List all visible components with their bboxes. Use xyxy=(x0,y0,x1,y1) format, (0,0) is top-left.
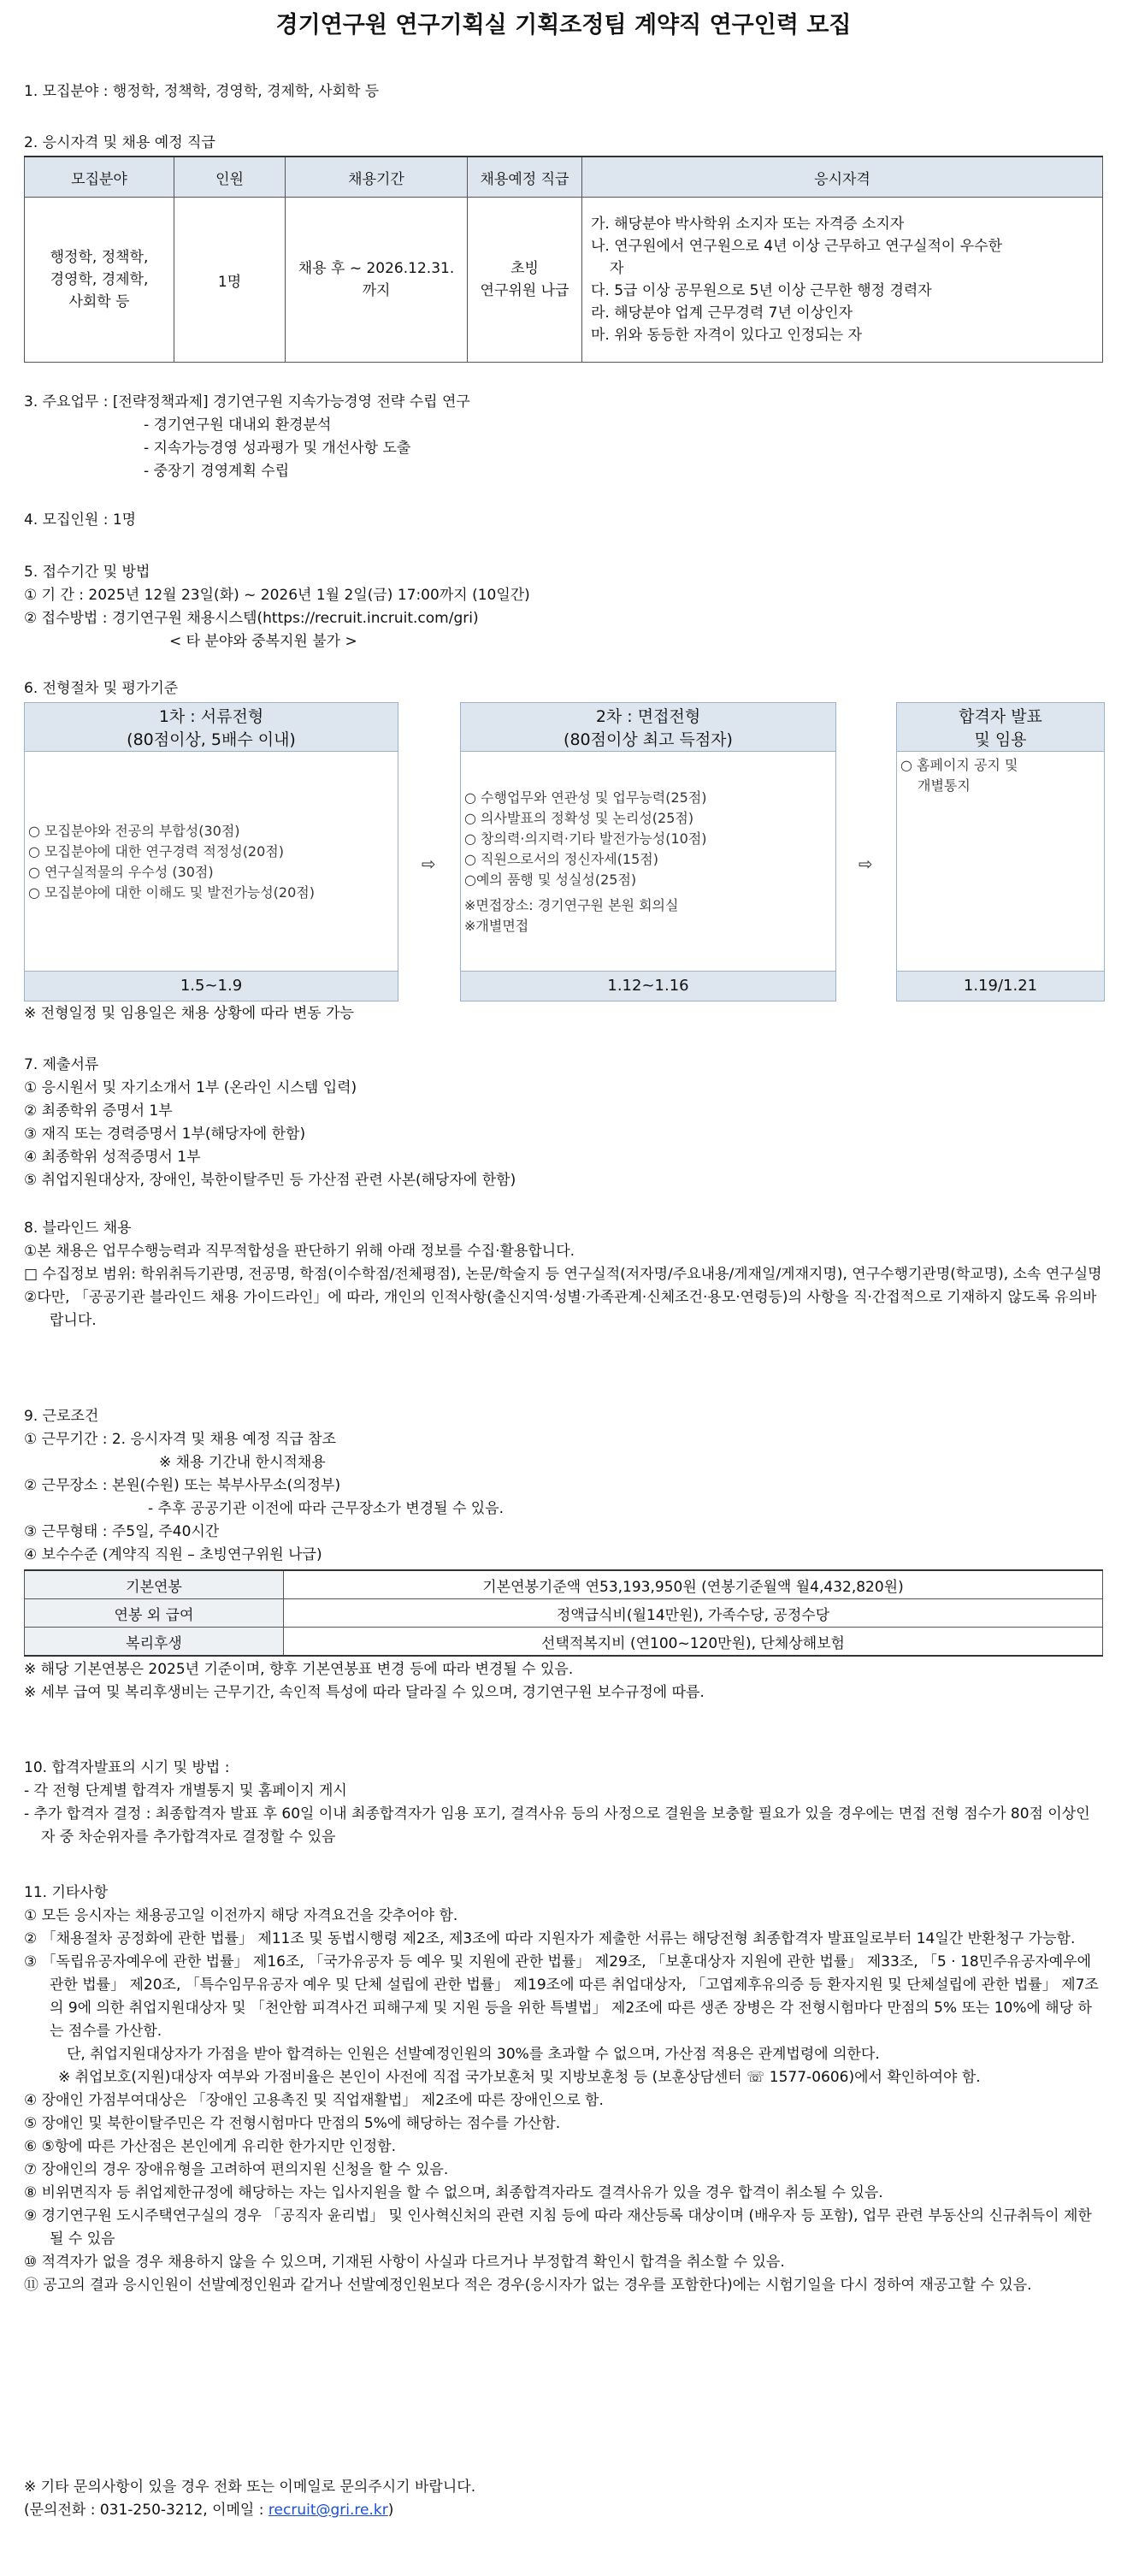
pay-label: 복리후생 xyxy=(25,1628,284,1657)
stage1-date: 1.5~1.9 xyxy=(25,971,398,1001)
application-period: ① 기 간 : 2025년 12월 23일(화) ~ 2026년 1월 2일(금) 17:00까지 (10일간) xyxy=(24,587,530,604)
condition-note: ※ 채용 기간내 한시적채용 xyxy=(159,1454,326,1471)
pay-value: 기본연봉기준액 연53,193,950원 (연봉기준월액 월4,432,820원) xyxy=(284,1570,1103,1599)
announcement-heading: 10. 합격자발표의 시기 및 방법 : xyxy=(24,1759,230,1776)
page-title: 경기연구원 연구기획실 기획조정팀 계약직 연구인력 모집 xyxy=(275,12,852,38)
email-link[interactable]: recruit@gri.re.kr xyxy=(268,2502,388,2519)
header-qualification: 응시자격 xyxy=(582,157,1103,198)
contact-footer xyxy=(24,2476,1103,2522)
condition-item: ① 근무기간 : 2. 응시자격 및 채용 예정 직급 참조 xyxy=(24,1431,336,1448)
misc-item: ① 모든 응시자는 채용공고일 이전까지 해당 자격요건을 갖추어야 함. xyxy=(24,1907,458,1924)
condition-item: ② 근무장소 : 본원(수원) 또는 북부사무소(의정부) xyxy=(24,1477,341,1494)
documents-heading: 7. 제출서류 xyxy=(24,1056,99,1073)
criteria-item: ○ 모집분야에 대한 연구경력 적정성(20점) xyxy=(28,842,284,860)
header-period: 채용기간 xyxy=(286,157,468,198)
misc-item: ③ 「독립유공자예우에 관한 법률」 제16조, 「국가유공자 등 예우 및 지원에 관한 법률」 제29조, 「보훈대상자 지원에 관한 법률」 제33조, 「5 · 18민주유공자예우에 관한 법률」 제20조, 「특수임무유공자 예우 및 단체 설립에 관한 법률」 제19조에 따른 취업대상자, 「고엽제후유의증 등 환자지원 및 단체설립에 관한 법률」 제7조의 9에 의한 취업지원대상자 및 「천안함 피격사건 피해구제 및 지원 등을 위한 특별법」 제2조에 따른 생존 장병은 각 전형시험마다 만점의 5% 또는 10%에 해당 하는 점수를 가산함. xyxy=(24,1953,1099,2040)
pay-label: 연봉 외 급여 xyxy=(25,1599,284,1628)
document-item: ② 최종학위 증명서 1부 xyxy=(24,1102,173,1120)
section-misc xyxy=(24,1882,1103,2297)
header-field: 모집분야 xyxy=(25,157,174,198)
stage3-details xyxy=(897,752,1104,972)
stage2-date: 1.12~1.16 xyxy=(461,971,835,1001)
table-header-row xyxy=(25,157,1103,198)
pay-value: 선택적복지비 (연100~120만원), 단체상해보험 xyxy=(284,1628,1103,1657)
stage1-criteria xyxy=(25,752,398,972)
qualification-item: 라. 해당분야 업계 근무경력 7년 이상인자 xyxy=(591,304,853,322)
misc-note: ※ 취업보호(지원)대상자 여부와 가점비율은 본인이 사전에 직접 국가보훈처 및 지방보훈청 등 (보훈상담센터 ☏ 1577-0606)에서 확인하여야 함. xyxy=(58,2069,981,2086)
misc-item: ⑧ 비위면직자 등 취업제한규정에 해당하는 자는 입사지원을 할 수 없으며, 최종합격자라도 결격사유가 있을 경우 합격이 취소될 수 있음. xyxy=(24,2184,883,2201)
duty-item: - 경기연구원 대내외 환경분석 xyxy=(144,417,332,434)
criteria-item: ○ 연구실적물의 우수성 (30점) xyxy=(28,863,214,880)
misc-item: ⑨ 경기연구원 도시주택연구실의 경우 「공직자 윤리법」 및 인사혁신처의 관련 지침 등에 따라 재산등록 대상이며 (배우자 등 포함), 업무 관련 부동산의 신규취득이 제한될 수 있음 xyxy=(24,2207,1092,2248)
misc-item: ④ 장애인 가점부여대상은 「장애인 고용촉진 및 직업재활법」 제2조에 따른 장애인으로 함. xyxy=(24,2092,604,2109)
qualification-item: 나. 연구원에서 연구원으로 4년 이상 근무하고 연구실적이 우수한 xyxy=(591,238,1003,255)
duties-heading: 3. 주요업무 : [전략정책과제] 경기연구원 지속가능경영 전략 수립 연구 xyxy=(24,393,470,411)
stage2-subtitle: (80점이상 최고 득점자) xyxy=(564,730,733,749)
criteria-item: ○ 창의력·의지력·기타 발전가능성(10점) xyxy=(464,830,707,847)
conditions-heading: 9. 근로조건 xyxy=(24,1408,99,1425)
stage3-subtitle: 및 임용 xyxy=(974,730,1027,749)
pay-note: ※ 해당 기본연봉은 2025년 기준이며, 향후 기본연봉표 변경 등에 따라 변경될 수 있음. xyxy=(24,1661,574,1678)
duty-item: - 지속가능경영 성과평가 및 개선사항 도출 xyxy=(144,440,411,457)
stage-interview xyxy=(460,702,836,1001)
duty-item: - 중장기 경영계획 수립 xyxy=(144,463,290,480)
stage3-header xyxy=(897,703,1104,752)
cell-field: 행정학, 정책학, 경영학, 경제학, 사회학 등 xyxy=(25,198,174,363)
cell-qualifications xyxy=(582,198,1103,363)
contact-line xyxy=(24,2499,1103,2522)
pay-notes xyxy=(24,1658,1103,1705)
condition-item: ③ 근무형태 : 주5일, 주40시간 xyxy=(24,1523,220,1540)
misc-item: ⑪ 공고의 결과 응시인원이 선발예정인원과 같거나 선발예정인원보다 적은 경우(응시자가 없는 경우를 포함한다)에는 시험기일을 다시 정하여 재공고할 수 있음. xyxy=(24,2277,1032,2294)
stage1-title: 1차 : 서류전형 xyxy=(158,707,264,726)
section-headcount: 4. 모집인원 : 1명 xyxy=(24,511,137,529)
header-grade: 채용예정 직급 xyxy=(468,157,582,198)
blind-item: ①본 채용은 업무수행능력과 직무적합성을 판단하기 위해 아래 정보를 수집·활용합니다. xyxy=(24,1243,575,1260)
contact-prefix: (문의전화 : 031-250-3212, 이메일 : xyxy=(24,2502,268,2519)
stage3-date: 1.19/1.21 xyxy=(897,971,1104,1001)
document-item: ④ 최종학위 성적증명서 1부 xyxy=(24,1149,201,1166)
section-recruit-field: 1. 모집분야 : 행정학, 정책학, 경영학, 경제학, 사회학 등 xyxy=(24,83,380,100)
application-heading: 5. 접수기간 및 방법 xyxy=(24,564,150,581)
process-note: ※ 전형일정 및 임용일은 채용 상황에 따라 변동 가능 xyxy=(24,1005,354,1022)
announcement-item: - 각 전형 단계별 합격자 개별통지 및 홈페이지 게시 xyxy=(24,1782,347,1799)
section-announcement xyxy=(24,1757,1103,1849)
blind-item: ②다만, 「공공기관 블라인드 채용 가이드라인」에 따라, 개인의 인적사항(출신지역·성별·가족관계·신체조건·용모·연령등)의 사항을 직·간접적으로 기재하지 않도록 유의바랍니다. xyxy=(24,1289,1097,1329)
document-item: ⑤ 취업지원대상자, 장애인, 북한이탈주민 등 가산점 관련 사본(해당자에 한함) xyxy=(24,1172,516,1189)
stage2-criteria xyxy=(461,752,835,972)
stage1-subtitle: (80점이상, 5배수 이내) xyxy=(127,730,296,749)
stage3-title: 합격자 발표 xyxy=(959,707,1042,726)
stage1-header xyxy=(25,703,398,752)
criteria-item: ○ 모집분야에 대한 이해도 및 발전가능성(20점) xyxy=(28,883,315,901)
stage2-header xyxy=(461,703,835,752)
stage-document-screening xyxy=(24,702,398,1001)
blind-heading: 8. 블라인드 채용 xyxy=(24,1220,132,1237)
criteria-item: ○ 모집분야와 전공의 부합성(30점) xyxy=(28,822,240,839)
stage-final-announcement xyxy=(896,702,1105,1001)
arrow-right-icon: ⇨ xyxy=(859,854,873,874)
contact-suffix: ) xyxy=(387,2502,394,2519)
document-item: ③ 재직 또는 경력증명서 1부(해당자에 한함) xyxy=(24,1126,306,1143)
application-method: ② 접수방법 : 경기연구원 채용시스템(https://recruit.incruit.com/gri) xyxy=(24,610,479,627)
interview-note: ※개별면접 xyxy=(464,917,529,934)
section-duties xyxy=(24,391,1103,483)
arrow-right-icon: ⇨ xyxy=(422,854,436,874)
application-note: < 타 분야와 중복지원 불가 > xyxy=(169,633,357,650)
qualification-table-wrap xyxy=(24,156,1103,363)
section-application xyxy=(24,561,1103,653)
announcement-item: - 추가 합격자 결정 : 최종합격자 발표 후 60일 이내 최종합격자가 임용 포기, 결격사유 등의 사정으로 결원을 보충할 필요가 있을 경우에는 면접 전형 점수가 80점 이상인 자 중 차순위자를 추가합격자로 결정할 수 있음 xyxy=(24,1805,1095,1846)
criteria-item: ○ 의사발표의 정확성 및 논리성(25점) xyxy=(464,809,694,826)
misc-item: ② 「채용절차 공정화에 관한 법률」 제11조 및 동법시행령 제2조, 제3조에 따라 지원자가 제출한 서류는 해당전형 최종합격자 발표일로부터 14일간 반환청구 가능함. xyxy=(24,1930,1076,1947)
table-row xyxy=(25,198,1103,363)
table-row xyxy=(25,1570,1103,1599)
criteria-item: ○ 수행업무와 연관성 및 업무능력(25점) xyxy=(464,789,707,806)
section-qualification-heading: 2. 응시자격 및 채용 예정 직급 xyxy=(24,134,215,151)
misc-item: ⑤ 장애인 및 북한이탈주민은 각 전형시험마다 만점의 5%에 해당하는 점수를 가산함. xyxy=(24,2115,561,2132)
condition-item: ④ 보수수준 (계약직 직원 – 초빙연구위원 나급) xyxy=(24,1546,322,1563)
stage2-title: 2차 : 면접전형 xyxy=(595,707,701,726)
pay-value: 정액급식비(월14만원), 가족수당, 공정수당 xyxy=(284,1599,1103,1628)
table-row xyxy=(25,1599,1103,1628)
pay-table-wrap xyxy=(24,1569,1103,1657)
misc-item: ⑩ 적격자가 없을 경우 채용하지 않을 수 있으며, 기재된 사항이 사실과 다르거나 부정합격 확인시 합격을 취소할 수 있음. xyxy=(24,2254,785,2271)
qualification-item: 가. 해당분야 박사학위 소지자 또는 자격증 소지자 xyxy=(591,216,905,233)
qualification-item: 마. 위와 동등한 자격이 있다고 인정되는 자 xyxy=(591,327,863,344)
header-count: 인원 xyxy=(174,157,286,198)
misc-note: 단, 취업지원대상자가 가점을 받아 합격하는 인원은 선발예정인원의 30%를 초과할 수 없으며, 가산점 적용은 관계법령에 의한다. xyxy=(67,2046,880,2063)
cell-period: 채용 후 ~ 2026.12.31. 까지 xyxy=(286,198,468,363)
table-row xyxy=(25,1628,1103,1657)
interview-note: ※면접장소: 경기연구원 본원 회의실 xyxy=(464,896,679,913)
pay-label: 기본연봉 xyxy=(25,1570,284,1599)
qualification-item: 자 xyxy=(610,260,624,277)
criteria-item: ○예의 품행 및 성실성(25점) xyxy=(464,871,637,888)
cell-grade: 초빙 연구위원 나급 xyxy=(468,198,582,363)
section-documents xyxy=(24,1054,1103,1192)
stage3-item: ○ 홈페이지 공지 및 xyxy=(900,757,1018,773)
contact-note: ※ 기타 문의사항이 있을 경우 전화 또는 이메일로 문의주시기 바랍니다. xyxy=(24,2479,476,2496)
section-blind-hiring xyxy=(24,1217,1103,1332)
misc-item: ⑥ ⑤항에 따른 가산점은 본인에게 유리한 한가지만 인정함. xyxy=(24,2138,396,2155)
section-process-heading: 6. 전형절차 및 평가기준 xyxy=(24,680,179,697)
document-item: ① 응시원서 및 자기소개서 1부 (온라인 시스템 입력) xyxy=(24,1079,357,1096)
qualification-item: 다. 5급 이상 공무원으로 5년 이상 근무한 행정 경력자 xyxy=(591,282,932,299)
qualification-table xyxy=(24,156,1103,363)
pay-table xyxy=(24,1569,1103,1657)
pay-note: ※ 세부 급여 및 복리후생비는 근무기간, 속인적 특성에 따라 달라질 수 있으며, 경기연구원 보수규정에 따름. xyxy=(24,1684,705,1701)
stage3-item: 개별통지 xyxy=(918,777,971,794)
section-working-conditions xyxy=(24,1405,1103,1567)
misc-heading: 11. 기타사항 xyxy=(24,1884,109,1901)
blind-item: □ 수집정보 범위: 학위취득기관명, 전공명, 학점(이수학점/전체평점), 논문/학술지 등 연구실적(저자명/주요내용/게재일/게재지명), 연구수행기관명(학교명), 소속 연구실명 xyxy=(24,1266,1102,1283)
condition-note: - 추후 공공기관 이전에 따라 근무장소가 변경될 수 있음. xyxy=(148,1500,504,1517)
misc-item: ⑦ 장애인의 경우 장애유형을 고려하여 편의지원 신청을 할 수 있음. xyxy=(24,2161,449,2178)
cell-count: 1명 xyxy=(174,198,286,363)
criteria-item: ○ 직원으로서의 정신자세(15점) xyxy=(464,850,658,867)
